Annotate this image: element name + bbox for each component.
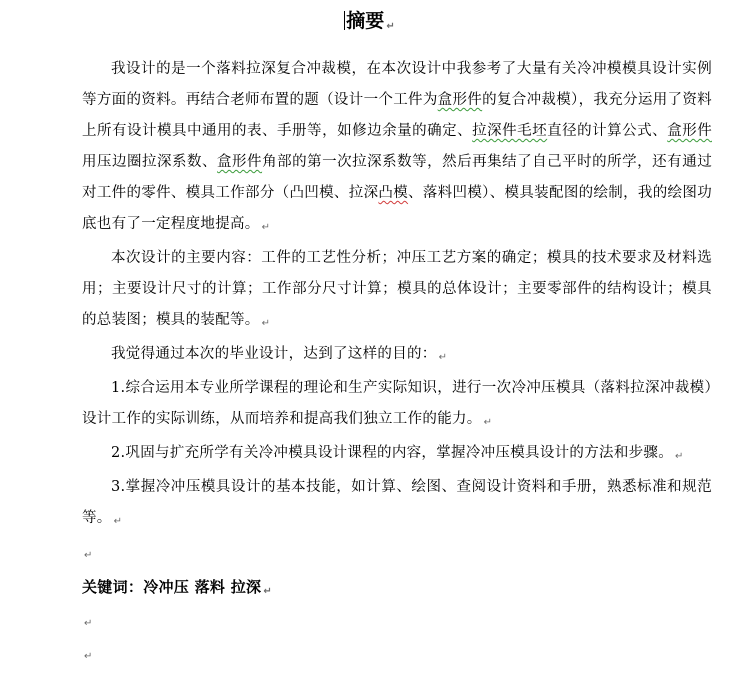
list-item-3: 3.掌握冷冲压模具设计的基本技能，如计算、绘图、查阅设计资料和手册，熟悉标准和规范等。 ↵ (82, 479, 712, 527)
paragraph-mark-icon: ↵ (84, 651, 93, 662)
spellcheck-underline: 凸模 (378, 185, 409, 201)
paragraph-mark-icon: ↵ (263, 586, 273, 597)
list-item-2: 2.巩固与扩充所学有关冷冲模具设计课程的内容，掌握冷冲压模具设计的方法和步骤。 ↵ (111, 445, 684, 462)
spellcheck-underline: 盒形件 (667, 123, 712, 139)
paragraph-mark-icon: ↵ (261, 318, 271, 329)
empty-paragraph (82, 537, 712, 568)
document-body[interactable] (82, 54, 712, 671)
empty-paragraph (82, 599, 712, 638)
paragraph-mark-icon: ↵ (675, 451, 684, 462)
empty-paragraph (82, 638, 712, 671)
spellcheck-underline: 盒形件 (217, 154, 263, 170)
list-item-1: 1.综合运用本专业所学课程的理论和生产实际知识，进行一次冷冲压模具（落料拉深冲裁模）设计工作的实际训练，从而培养和提高我们独立工作的能力。 ↵ (82, 380, 712, 428)
title-text: 摘要 (346, 10, 385, 32)
paragraph-1: 我设计的是一个落料拉深复合冲裁模，在本次设计中我参考了大量有关冷冲模模具设计实例等方面的资料。再结合老师布置的题（设计一个工件为盒形件的复合冲裁模），我充分运用了资料上所有设计模具中通用的表、手册等，如修边余量的确定、拉深件毛坯直径的计算公式、盒形件用压边圈拉深系数、盒形件角部的第一次拉深系数等，然后再集结了自己平时的所学，还有通过对工件的零件、模具工作部分（凸凹模、拉深凸模、落料凹模）、模具装配图的绘制，我的绘图功底也有了一定程度地提高。 ↵ (82, 61, 712, 233)
spellcheck-underline: 拉深件毛坯 (472, 123, 548, 139)
spellcheck-underline: 盒形件 (437, 92, 483, 108)
paragraph-mark-icon: ↵ (386, 21, 395, 32)
keywords-text: 关键词：冷冲压 落料 拉深 (82, 578, 262, 596)
paragraph-2: 本次设计的主要内容：工件的工艺性分析；冲压工艺方案的确定；模具的技术要求及材料选用；主要设计尺寸的计算；工作部分尺寸计算；模具的总体设计；主要零部件的结构设计；模具的总装图；模具的装配等。 ↵ (82, 250, 712, 329)
page-title (0, 8, 739, 40)
keywords-line (82, 572, 712, 599)
paragraph-mark-icon: ↵ (261, 222, 271, 233)
paragraph-mark-icon: ↵ (84, 618, 93, 629)
paragraph-mark-icon: ↵ (438, 352, 448, 363)
paragraph-mark-icon: ↵ (113, 516, 123, 527)
paragraph-mark-icon: ↵ (483, 417, 493, 428)
paragraph-mark-icon: ↵ (84, 550, 93, 561)
paragraph-3: 我觉得通过本次的毕业设计，达到了这样的目的： ↵ (111, 346, 448, 363)
